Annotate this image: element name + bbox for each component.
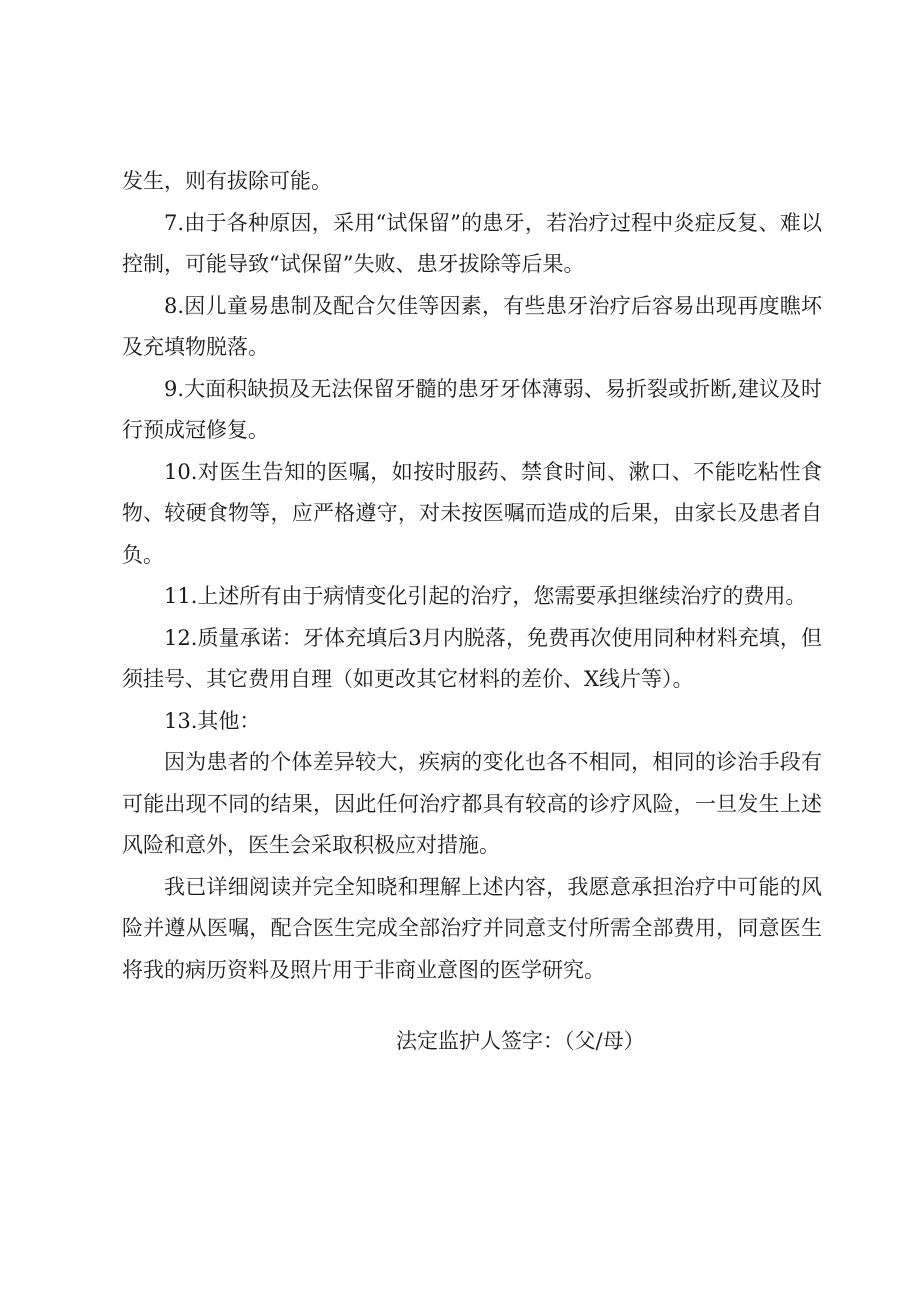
- paragraph-item-9: 9.大面积缺损及无法保留牙髓的患牙牙体薄弱、易折裂或折断,建议及时行预成冠修复。: [122, 376, 822, 442]
- guardian-signature-label: 法定监护人签字：（父/母）: [396, 1029, 645, 1053]
- paragraph-item-13: 13.其他：: [164, 708, 261, 733]
- paragraph-item-11: 11.上述所有由于病情变化引起的治疗，您需要承担继续治疗的费用。: [164, 584, 807, 608]
- paragraph-item-12: 12.质量承诺：牙体充填后3月内脱落，免费再次使用同种材料充填，但须挂号、其它费用自理（如更改其它材料的差价、X线片等）。: [122, 625, 822, 691]
- paragraph-consent-statement: 我已详细阅读并完全知晓和理解上述内容，我愿意承担治疗中可能的风险并遵从医嘱，配合医生完成全部治疗并同意支付所需全部费用，同意医生将我的病历资料及照片用于非商业意图的医学研究。: [122, 874, 822, 982]
- paragraph-risk-note: 因为患者的个体差异较大，疾病的变化也各不相同，相同的诊治手段有可能出现不同的结果，因此任何治疗都具有较高的诊疗风险，一旦发生上述风险和意外，医生会采取积极应对措施。: [122, 750, 822, 857]
- document-body: [122, 161, 822, 991]
- paragraph-item-8: 8.因儿童易患制及配合欠佳等因素，有些患牙治疗后容易出现再度瞧坏及充填物脱落。: [122, 293, 822, 359]
- paragraph-item-7: 7.由于各种原因，采用“试保留”的患牙，若治疗过程中炎症反复、难以控制，可能导致“试保留”失败、患牙拔除等后果。: [122, 210, 822, 276]
- paragraph-item-10: 10.对医生告知的医嘱，如按时服药、禁食时间、漱口、不能吃粘性食物、较硬食物等，应严格遵守，对未按医嘱而造成的后果，由家长及患者自负。: [122, 459, 822, 567]
- paragraph-continuation: 发生，则有拔除可能。: [122, 169, 332, 193]
